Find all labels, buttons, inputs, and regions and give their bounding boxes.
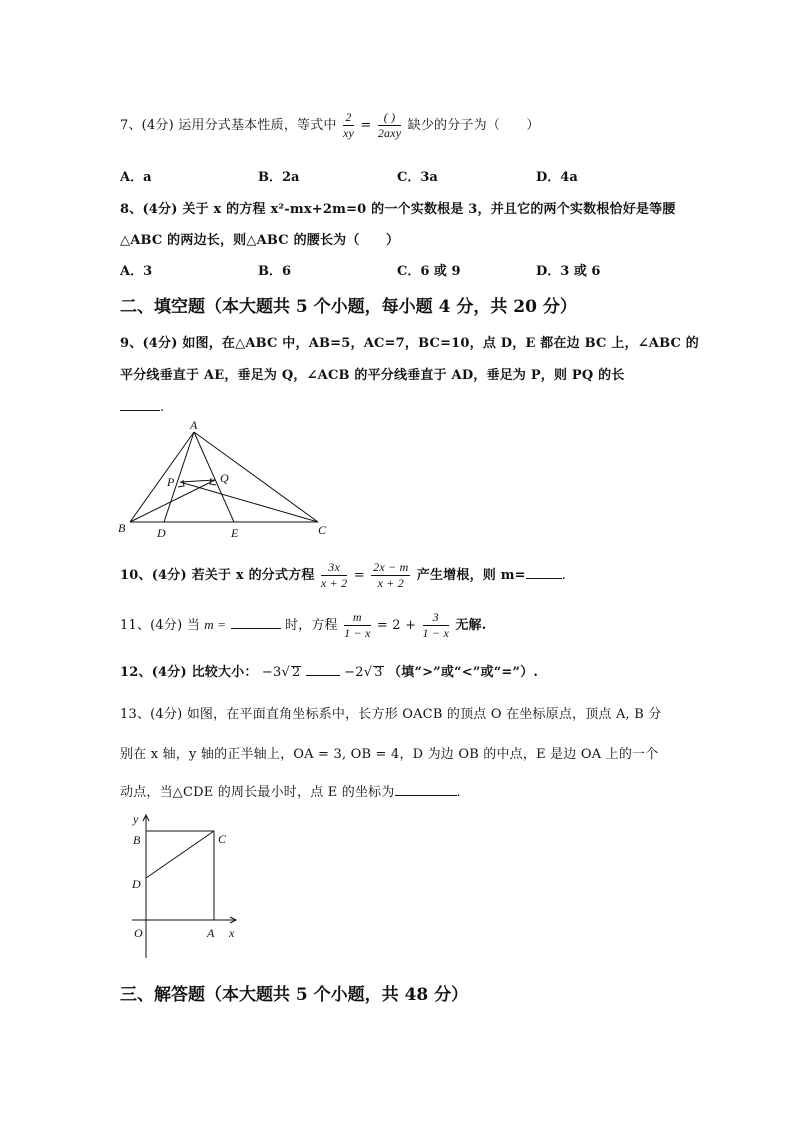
label-P: P bbox=[167, 475, 175, 489]
label-Q: Q bbox=[220, 471, 229, 485]
q7-option-c[interactable]: C．3a bbox=[397, 170, 438, 185]
q13-stem-line2: 别在 x 轴，y 轴的正半轴上，OA = 3, OB = 4，D 为边 OB 的中点，E 是边 OA 上的一个 bbox=[120, 747, 659, 762]
q7-option-d[interactable]: D．4a bbox=[536, 170, 578, 185]
segment-DC bbox=[146, 831, 214, 878]
label-D: D bbox=[132, 877, 141, 891]
label-E: E bbox=[231, 526, 239, 540]
q13-stem-line3: 动点，当△CDE 的周长最小时，点 E 的坐标为 . bbox=[120, 785, 461, 800]
q11-fraction-1: $\frac{m}{1 - x}$ bbox=[344, 610, 371, 640]
q10-fraction-1: $\frac{3x}{x + 2}$ bbox=[320, 560, 348, 590]
label-A: A bbox=[190, 418, 198, 432]
segment-AB bbox=[130, 432, 194, 522]
label-O: O bbox=[134, 926, 143, 940]
q10-answer-blank[interactable] bbox=[526, 566, 562, 579]
q8-option-b[interactable]: B．6 bbox=[258, 264, 292, 279]
q7-option-b[interactable]: B．2a bbox=[258, 170, 300, 185]
q7-option-a[interactable]: A．a bbox=[120, 170, 152, 185]
q11-fraction-2: $\frac{3}{1 - x}$ bbox=[422, 610, 449, 640]
section-3-heading: 三、解答题（本大题共 5 个小题，共 48 分） bbox=[120, 985, 469, 1005]
q11-stem: 11、(4分) 当 m = 时，方程 $\frac{m}{1 - x}$ = 2 + $\frac{3}{1 - x}$ 无解. bbox=[120, 610, 487, 640]
q10-stem: 10、(4分) 若关于 x 的分式方程 $\frac{3x}{x + 2}$ = $\frac{2x - m}{x + 2}$ 产生增根，则 m= . bbox=[120, 560, 567, 590]
q12-answer-blank[interactable] bbox=[306, 663, 340, 676]
label-A: A bbox=[207, 926, 215, 940]
q13-answer-blank[interactable] bbox=[395, 783, 457, 796]
q7-fraction-2: $\frac{( )}{\text{2axy}}$ bbox=[377, 110, 402, 140]
q7-fraction-1: $\frac{2}{xy}$ bbox=[342, 110, 355, 140]
q9-stem-line2: 平分线垂直于 AE，垂足为 Q，∠ACB 的平分线垂直于 AD，垂足为 P，则 PQ 的长 bbox=[120, 368, 625, 383]
q9-stem-line1: 9、(4分) 如图，在△ABC 中，AB=5，AC=7，BC=10，点 D，E 都在边 BC 上，∠ABC 的 bbox=[120, 336, 699, 351]
sqrt-symbol: √ bbox=[363, 665, 373, 680]
q8-stem-line1: 8、(4分) 关于 x 的方程 x²-mx+2m=0 的一个实数根是 3，并且它的两个实数根恰好是等腰 bbox=[120, 202, 676, 217]
section-2-heading: 二、填空题（本大题共 5 个小题，每小题 4 分，共 20 分） bbox=[120, 297, 577, 317]
q9-triangle-figure bbox=[112, 418, 337, 542]
q12-stem: 12、(4分) 比较大小： −3√ 2 −2√ 3 （填“>”或“<”或“=”）. bbox=[120, 665, 539, 680]
segment-PQ bbox=[180, 480, 215, 482]
label-x: x bbox=[229, 926, 235, 940]
label-C: C bbox=[218, 832, 227, 846]
q13-stem-line1: 13、(4分) 如图，在平面直角坐标系中，长方形 OACB 的顶点 O 在坐标原点，顶点 A, B 分 bbox=[120, 707, 662, 722]
q13-coordinate-figure bbox=[128, 810, 243, 962]
q10-fraction-2: $\frac{2x - m}{x + 2}$ bbox=[373, 560, 409, 590]
label-D: D bbox=[157, 526, 166, 540]
label-B: B bbox=[118, 521, 126, 535]
q11-answer-blank[interactable] bbox=[231, 616, 281, 629]
q9-answer-blank[interactable] bbox=[120, 396, 160, 411]
q8-option-d[interactable]: D．3 或 6 bbox=[536, 264, 601, 279]
q8-option-c[interactable]: C．6 或 9 bbox=[397, 264, 461, 279]
segment-AC bbox=[194, 432, 318, 522]
q9-answer-line: . bbox=[120, 396, 164, 415]
label-C: C bbox=[318, 523, 327, 537]
q8-option-a[interactable]: A．3 bbox=[120, 264, 153, 279]
q8-stem-line2: △ABC 的两边长，则△ABC 的腰长为（ ） bbox=[120, 233, 400, 248]
label-B: B bbox=[133, 833, 141, 847]
q7-stem: 7、(4分) 运用分式基本性质，等式中 $\frac{2}{xy}$ = $\frac{( )}{\text{2axy}}$ 缺少的分子为（ ） bbox=[120, 110, 540, 140]
segment-CP bbox=[180, 482, 318, 522]
sqrt-symbol: √ bbox=[281, 665, 290, 680]
label-y: y bbox=[133, 812, 139, 826]
